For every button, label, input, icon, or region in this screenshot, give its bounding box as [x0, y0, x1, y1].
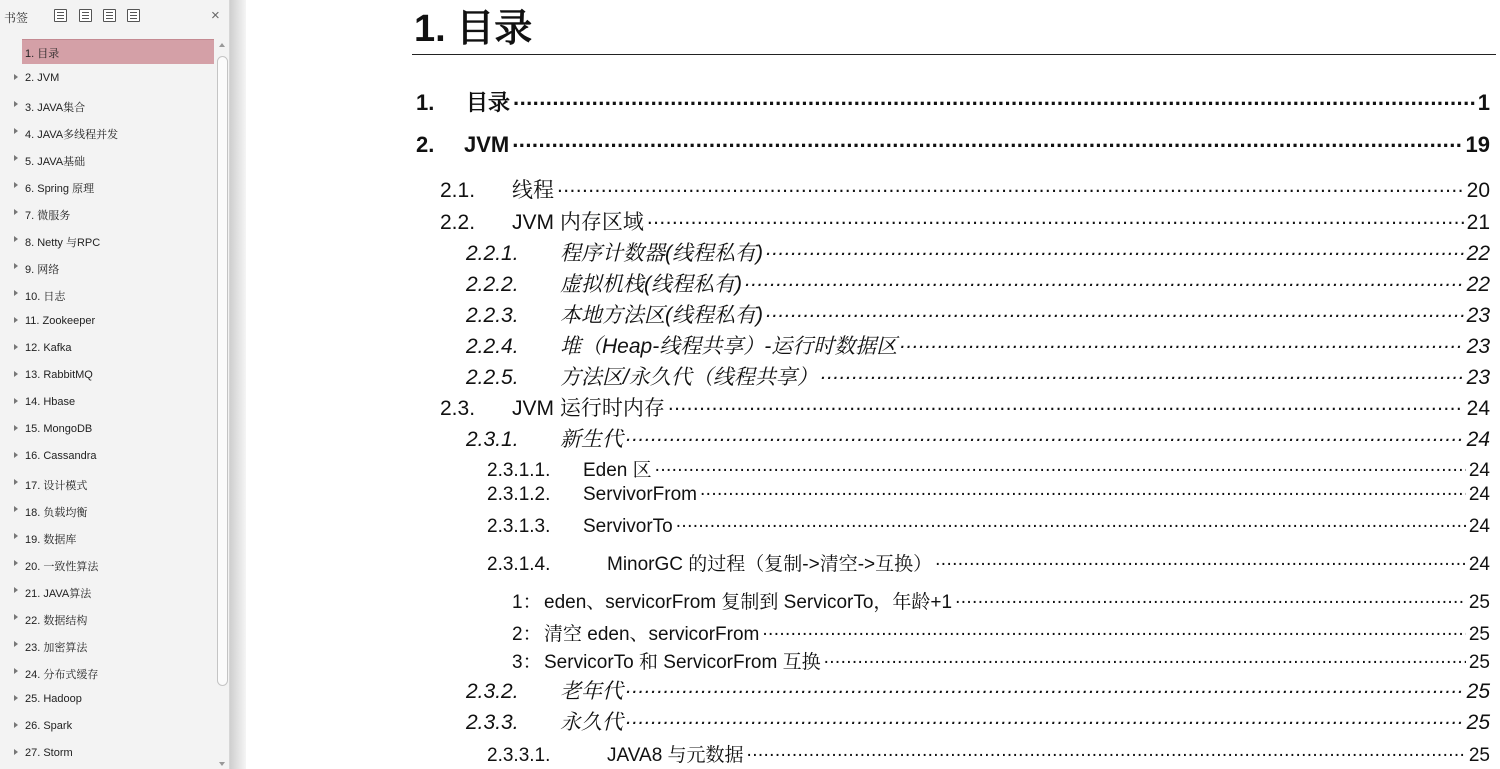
bookmark-panel — [0, 0, 230, 769]
toc-dot-leader — [626, 708, 1464, 729]
expand-arrow-icon[interactable] — [14, 722, 18, 728]
toc-entry-title: 目录 — [466, 90, 511, 115]
toc-entry-page-number: 25 — [1466, 711, 1490, 734]
toc-entry[interactable] — [487, 549, 1490, 576]
bookmark-label: 2. JVM — [25, 72, 60, 84]
toc-entry-title: eden、servicorFrom 复制到 ServicorTo，年龄+1 — [544, 592, 953, 613]
toc-dot-leader — [821, 363, 1464, 384]
expand-arrow-icon[interactable] — [14, 695, 18, 701]
bookmark-label: 27. Storm — [25, 747, 73, 759]
scrollbar-thumb[interactable] — [217, 56, 228, 686]
bookmark-item[interactable] — [0, 686, 214, 713]
toc-dot-leader — [655, 457, 1466, 476]
bookmark-label: 26. Spark — [25, 720, 73, 732]
bookmark-item[interactable] — [0, 389, 214, 416]
collapse-all-icon[interactable] — [79, 9, 92, 22]
bookmark-label: 6. Spring 原理 — [25, 183, 95, 195]
toc-entry[interactable] — [487, 455, 1490, 482]
toc-entry-page-number: 24 — [1466, 397, 1490, 420]
bookmark-label: 21. JAVA算法 — [25, 588, 92, 600]
expand-arrow-icon[interactable] — [14, 128, 18, 134]
toc-entry-number: 2.2.2. — [466, 273, 519, 296]
bookmark-label: 15. MongoDB — [25, 423, 93, 435]
toc-entry-title: 线程 — [512, 179, 554, 202]
toc-entry-title: ServicorTo 和 ServicorFrom 互换 — [544, 652, 821, 673]
toc-entry-page-number: 24 — [1468, 460, 1490, 481]
expand-arrow-icon[interactable] — [14, 452, 18, 458]
toc-entry[interactable] — [466, 675, 1490, 705]
bookmark-label: 18. 负载均衡 — [25, 507, 88, 519]
expand-arrow-icon[interactable] — [14, 236, 18, 242]
toc-entry-title: JAVA8 与元数据 — [607, 745, 744, 766]
toc-entry-number: 2.3.3. — [466, 711, 519, 734]
toc-entry[interactable] — [416, 86, 1490, 117]
bookmark-label: 19. 数据库 — [25, 534, 77, 546]
toc-entry-title: ServivorTo — [583, 516, 673, 537]
toc-entry-title: MinorGC 的过程（复制->清空->互换） — [607, 554, 933, 575]
toc-entry-number: 3： — [512, 652, 542, 673]
expand-arrow-icon[interactable] — [14, 560, 18, 566]
toc-dot-leader — [900, 332, 1463, 353]
expand-arrow-icon[interactable] — [14, 479, 18, 485]
toc-entry-page-number: 24 — [1466, 428, 1490, 451]
expand-arrow-icon[interactable] — [14, 209, 18, 215]
bookmark-label: 5. JAVA基础 — [25, 156, 86, 168]
expand-arrow-icon[interactable] — [14, 506, 18, 512]
bookmark-options-icon[interactable] — [127, 9, 140, 22]
bookmark-item[interactable] — [0, 362, 214, 389]
toc-dot-leader — [824, 649, 1466, 668]
expand-arrow-icon[interactable] — [14, 182, 18, 188]
bookmark-label: 25. Hadoop — [25, 693, 82, 705]
toc-dot-leader — [766, 301, 1464, 322]
expand-arrow-icon[interactable] — [14, 155, 18, 161]
expand-arrow-icon[interactable] — [14, 587, 18, 593]
expand-arrow-icon[interactable] — [14, 614, 18, 620]
bookmark-list — [0, 38, 214, 769]
toc-entry[interactable] — [440, 174, 1490, 204]
toc-entry-page-number: 19 — [1465, 132, 1490, 157]
bookmark-item[interactable] — [0, 119, 214, 146]
expand-arrow-icon[interactable] — [14, 398, 18, 404]
bookmark-item[interactable] — [0, 200, 214, 227]
document-page — [246, 0, 1500, 769]
bookmark-item[interactable] — [0, 416, 214, 443]
bookmark-item[interactable] — [0, 632, 214, 659]
toc-entry-title: 方法区/永久代（线程共享） — [560, 366, 818, 389]
bookmark-item[interactable] — [0, 146, 214, 173]
bookmark-panel-title: 书签 — [4, 11, 29, 25]
bookmark-item[interactable] — [0, 470, 214, 497]
bookmark-item[interactable] — [0, 335, 214, 362]
toc-dot-leader — [557, 176, 1464, 197]
bookmark-item[interactable] — [0, 713, 214, 740]
toc-dot-leader — [700, 481, 1466, 500]
scroll-down-icon[interactable] — [219, 762, 225, 766]
toc-entry-page-number: 23 — [1466, 304, 1490, 327]
toc-entry-number: 2.3. — [440, 397, 476, 420]
bookmark-label: 22. 数据结构 — [25, 615, 88, 627]
bookmark-item[interactable] — [0, 254, 214, 281]
toc-dot-leader — [745, 270, 1464, 291]
toc-dot-leader — [747, 742, 1466, 761]
toc-dot-leader — [935, 551, 1466, 570]
bookmark-item[interactable] — [0, 659, 214, 686]
toc-entry-page-number: 22 — [1466, 273, 1490, 296]
toc-entry-page-number: 21 — [1466, 211, 1490, 234]
bookmark-scrollbar[interactable] — [216, 38, 229, 769]
expand-arrow-icon[interactable] — [14, 533, 18, 539]
bookmark-item[interactable] — [0, 578, 214, 605]
toc-entry-page-number: 24 — [1468, 516, 1490, 537]
expand-arrow-icon[interactable] — [14, 641, 18, 647]
bookmark-item[interactable] — [0, 92, 214, 119]
bookmark-label: 20. 一致性算法 — [25, 561, 99, 573]
toc-entry-page-number: 25 — [1468, 652, 1490, 673]
bookmark-item[interactable] — [0, 65, 214, 92]
toc-entry[interactable] — [487, 481, 1490, 506]
bookmark-item[interactable] — [0, 740, 214, 767]
bookmark-panel-header — [0, 0, 230, 34]
bookmark-label: 12. Kafka — [25, 342, 72, 354]
bookmark-item[interactable] — [0, 38, 214, 65]
toc-entry[interactable] — [487, 740, 1490, 767]
toc-entry[interactable] — [512, 647, 1490, 674]
toc-dot-leader — [512, 130, 1462, 152]
bookmark-label: 3. JAVA集合 — [25, 102, 86, 114]
toc-entry-title: 本地方法区(线程私有) — [560, 304, 763, 327]
bookmark-item[interactable] — [0, 308, 214, 335]
toc-entry-title: 程序计数器(线程私有) — [560, 242, 763, 265]
expand-arrow-icon[interactable] — [14, 101, 18, 107]
toc-entry-number: 1. — [416, 90, 435, 115]
toc-entry-number: 2.3.1.2. — [487, 484, 551, 505]
toc-entry[interactable] — [512, 587, 1490, 614]
page-title: 1. 目录 — [414, 8, 533, 50]
toc-dot-leader — [647, 208, 1464, 229]
toc-entry-number: 2.1. — [440, 179, 476, 202]
toc-dot-leader — [668, 394, 1464, 415]
toc-entry-title: 新生代 — [560, 428, 623, 451]
toc-entry[interactable] — [466, 423, 1490, 453]
toc-dot-leader — [626, 425, 1464, 446]
bookmark-item[interactable] — [0, 173, 214, 200]
bookmark-item[interactable] — [0, 551, 214, 578]
toc-entry-title: Eden 区 — [583, 460, 652, 481]
toc-entry[interactable] — [487, 513, 1490, 538]
bookmark-label: 4. JAVA多线程并发 — [25, 129, 119, 141]
toc-entry-page-number: 25 — [1468, 745, 1490, 766]
expand-all-icon[interactable] — [54, 9, 67, 22]
toc-dot-leader — [626, 677, 1464, 698]
toc-entry[interactable] — [466, 706, 1490, 736]
toc-entry-number: 2.3.2. — [466, 680, 519, 703]
toc-dot-leader — [513, 88, 1475, 110]
bookmark-item[interactable] — [0, 524, 214, 551]
toc-entry-number: 2.3.1.1. — [487, 460, 551, 481]
toc-entry-number: 2.2.3. — [466, 304, 519, 327]
toc-entry-number: 2： — [512, 624, 542, 645]
toc-entry-number: 2.2.1. — [466, 242, 519, 265]
toc-entry[interactable] — [466, 299, 1490, 329]
toc-entry[interactable] — [466, 361, 1490, 391]
toc-entry-page-number: 23 — [1466, 335, 1490, 358]
panel-splitter[interactable] — [230, 0, 246, 769]
toc-entry-title: JVM 运行时内存 — [512, 397, 665, 420]
heading-divider — [412, 54, 1496, 55]
bookmark-label: 24. 分布式缓存 — [25, 669, 99, 681]
toc-entry-title: 老年代 — [560, 680, 623, 703]
toc-entry-number: 2.2.4. — [466, 335, 519, 358]
expand-arrow-icon[interactable] — [14, 74, 18, 80]
toc-entry-page-number: 22 — [1466, 242, 1490, 265]
bookmark-label: 7. 微服务 — [25, 210, 71, 222]
bookmark-label: 17. 设计模式 — [25, 480, 88, 492]
toc-entry-page-number: 25 — [1466, 680, 1490, 703]
toc-entry-number: 2.2.5. — [466, 366, 519, 389]
bookmark-item[interactable] — [0, 281, 214, 308]
bookmark-label: 14. Hbase — [25, 396, 76, 408]
bookmark-label: 9. 网络 — [25, 264, 60, 276]
toc-entry[interactable] — [440, 392, 1490, 422]
toc-entry-number: 2. — [416, 132, 435, 157]
toc-entry[interactable] — [466, 237, 1490, 267]
bookmark-label: 23. 加密算法 — [25, 642, 88, 654]
toc-dot-leader — [766, 239, 1464, 260]
toc-entry-title: 永久代 — [560, 711, 623, 734]
bookmark-label: 1. 目录 — [25, 48, 60, 60]
toc-entry[interactable] — [440, 206, 1490, 236]
expand-arrow-icon[interactable] — [14, 344, 18, 350]
expand-arrow-icon[interactable] — [14, 263, 18, 269]
bookmark-label: 16. Cassandra — [25, 450, 97, 462]
toc-entry-title: JVM 内存区域 — [512, 211, 644, 234]
bookmark-item[interactable] — [0, 443, 214, 470]
expand-arrow-icon[interactable] — [14, 317, 18, 323]
toc-entry-title: 堆（Heap-线程共享）-运行时数据区 — [560, 335, 898, 358]
toc-entry-page-number: 25 — [1468, 624, 1490, 645]
bookmark-item[interactable] — [0, 497, 214, 524]
toc-entry-number: 2.3.1.3. — [487, 516, 551, 537]
toc-dot-leader — [955, 589, 1466, 608]
expand-arrow-icon[interactable] — [14, 371, 18, 377]
scroll-up-icon[interactable] — [219, 43, 225, 47]
toc-entry-title: 清空 eden、servicorFrom — [544, 624, 760, 645]
toc-entry[interactable] — [466, 330, 1490, 360]
toc-entry-number: 2.2. — [440, 211, 476, 234]
bookmark-label: 11. Zookeeper — [25, 315, 96, 327]
toc-entry-title: JVM — [464, 132, 510, 157]
toc-entry-page-number: 24 — [1468, 484, 1490, 505]
toc-entry-number: 2.3.1.4. — [487, 554, 551, 575]
expand-arrow-icon[interactable] — [14, 425, 18, 431]
expand-arrow-icon[interactable] — [14, 749, 18, 755]
toc-entry-page-number: 25 — [1468, 592, 1490, 613]
toc-entry-number: 2.3.1. — [466, 428, 519, 451]
bookmark-label: 8. Netty 与RPC — [25, 237, 101, 249]
toc-entry-title: ServivorFrom — [583, 484, 698, 505]
expand-arrow-icon[interactable] — [14, 668, 18, 674]
bookmark-item[interactable] — [0, 605, 214, 632]
toc-entry[interactable] — [416, 130, 1490, 158]
toc-dot-leader — [762, 621, 1465, 640]
expand-arrow-icon[interactable] — [14, 290, 18, 296]
bookmark-item[interactable] — [0, 227, 214, 254]
toc-entry-page-number: 1 — [1477, 90, 1490, 115]
toc-entry[interactable] — [512, 619, 1490, 646]
toc-entry-page-number: 20 — [1466, 179, 1490, 202]
toc-entry-page-number: 24 — [1468, 554, 1490, 575]
add-bookmark-icon[interactable] — [103, 9, 116, 22]
toc-dot-leader — [676, 513, 1466, 532]
toc-entry-number: 1： — [512, 592, 542, 613]
bookmark-label: 10. 日志 — [25, 291, 66, 303]
bookmark-label: 13. RabbitMQ — [25, 369, 93, 381]
toc-entry-number: 2.3.3.1. — [487, 745, 551, 766]
toc-entry-title: 虚拟机栈(线程私有) — [560, 273, 742, 296]
toc-entry[interactable] — [466, 268, 1490, 298]
close-icon[interactable]: × — [211, 7, 220, 24]
toc-entry-page-number: 23 — [1466, 366, 1490, 389]
